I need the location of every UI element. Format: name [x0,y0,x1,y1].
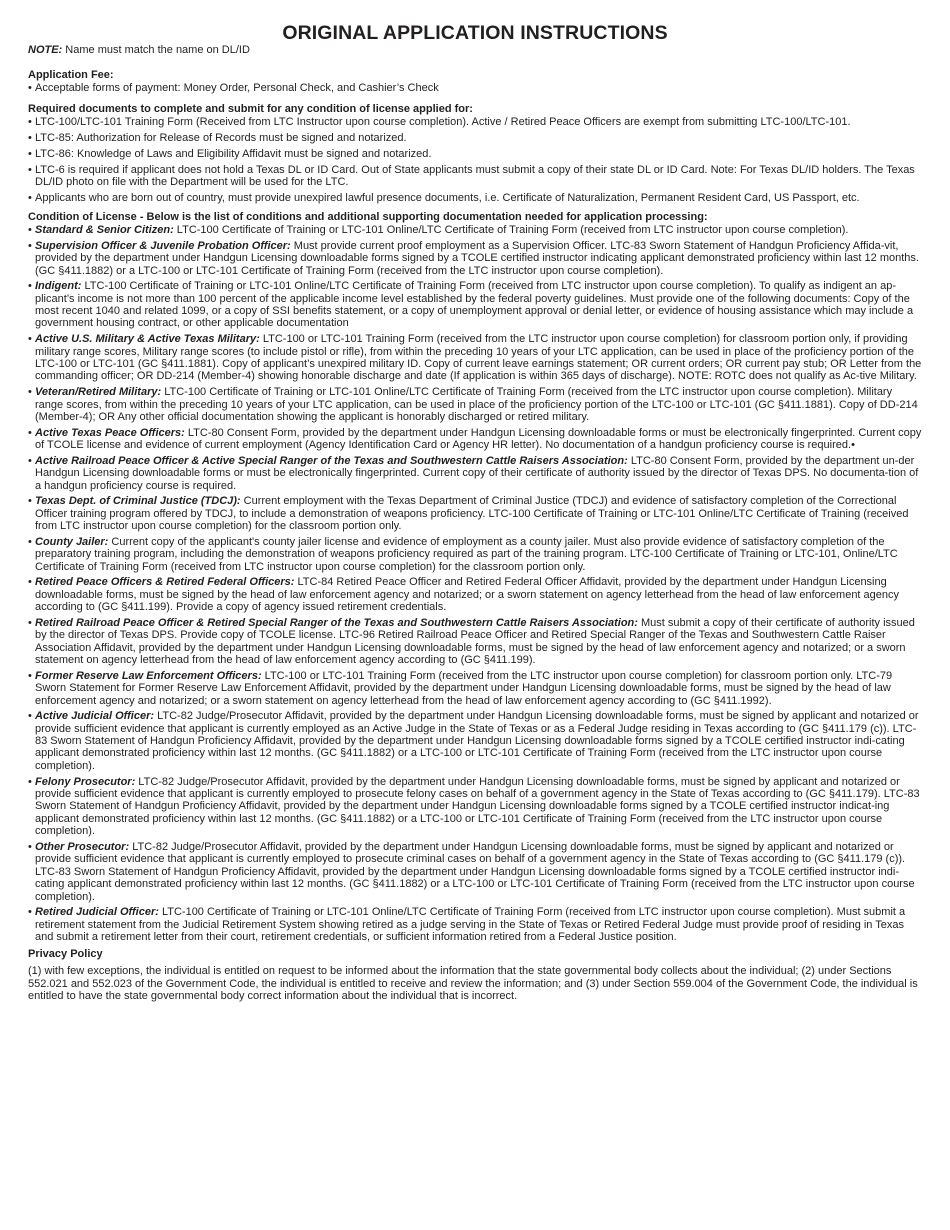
condition-text: LTC-100 Certificate of Training or LTC-101 Online/LTC Certificate of Training Form (received from LTC instructor upon course completion). [173,224,849,237]
required-item: • LTC-85: Authorization for Release of Records must be signed and notarized. [28,132,922,144]
condition-item [28,240,922,277]
condition-term: Active Railroad Peace Officer & Active Special Ranger of the Texas and Southwestern Cattle Raisers Association: [35,454,628,467]
fee-list [28,82,922,94]
condition-item [28,455,922,492]
condition-item [28,536,922,573]
condition-item [28,427,922,452]
condition-term: Active U.S. Military & Active Texas Military: [35,333,260,346]
required-item: • LTC-100/LTC-101 Training Form (Received from LTC Instructor upon course completion). Active / Retired Peace Officers are exempt from submitting LTC-100/LTC-101. [28,116,922,128]
condition-text: LTC-100 Certificate of Training or LTC-101 Online/LTC Certificate of Training Form (received from LTC instructor upon course completion). To qualify as indigent an ap-plicant’s income is not more than 100 percent of the applicable income level established by the federal poverty guidelines. Must provide one of the following documents: Copy of the most recent 1040 and related 1099, or a copy of SSI benefits statement, or a copy of unemployment approval or denial letter, or evidence of housing assistance which may include a government housing contract, or other applicable documentation [35,280,914,330]
condition-text: LTC-100 Certificate of Training or LTC-101 Online/LTC Certificate of Training Form (received from LTC instructor upon course completion). Must submit a retirement statement from the Judicial Retirement System showing retired as a judge serving in the State of Texas or Retired Federal Judge must provide proof of residing in Texas and submit a retirement letter from their court, retirement credentials, or sufficient information retired from a Federal Justice position. [35,906,906,944]
condition-item [28,841,922,903]
page-title: ORIGINAL APPLICATION INSTRUCTIONS [282,22,668,44]
condition-term: Former Reserve Law Enforcement Officers: [35,669,262,682]
fee-item: • Acceptable forms of payment: Money Order, Personal Check, and Cashier’s Check [28,82,922,94]
condition-term: Indigent: [35,280,82,293]
condition-text: LTC-82 Judge/Prosecutor Affidavit, provided by the department under Handgun Licensing downloadable forms, must be signed by applicant and notarized or provide sufficient evidence that applicant is currently employed to prosecute criminal cases on behalf of a government agency in the State of Texas according to (GC §411.179 (c)). LTC-83 Sworn Statement of Handgun Proficiency Affidavit, provided by the department under Handgun Licensing downloadable forms signed by a TCOLE certified instructor indi-cating applicant demonstrated proficiency within last 12 months. (GC §411.1882) or a LTC-100 or LTC-101 Certificate of Training Form (received from the LTC instructor upon course completion). [35,840,915,903]
condition-text: LTC-82 Judge/Prosecutor Affidavit, provided by the department under Handgun Licensing downloadable forms, must be signed by applicant and notarized or provide sufficient evidence that applicant is currently employed as an Active Judge in the State of Texas or as a Federal Judge residing in Texas according to (GC §411.179 (c)). LTC-83 Sworn Statement of Handgun Proficiency Affidavit, provided by the department under Handgun Licensing downloadable forms signed by a TCOLE certified instructor indi-cating applicant demonstrated proficiency within last 12 months. (GC §411.1882) or a LTC-100 or LTC-101 Certificate of Training Form (received from the LTC instructor upon course completion). [35,710,919,772]
condition-item [28,906,922,943]
condition-term: Active Texas Peace Officers: [35,426,185,439]
condition-term: Texas Dept. of Criminal Justice (TDCJ): [35,495,241,508]
application-fee-heading: Application Fee: [28,69,114,81]
condition-item [28,617,922,667]
condition-text: LTC-80 Consent Form, provided by the department un-der Handgun Licensing downloadable forms or must be electronically fingerprinted. Current copy of their certificate of authority issued by the director of Texas DPS. No documenta-tion of a handgun proficiency course is required. [35,454,919,492]
required-item: • Applicants who are born out of country, must provide unexpired lawful presence documents, i.e. Certificate of Naturalization, Permanent Resident Card, US Passport, etc. [28,192,922,204]
condition-text: LTC-100 or LTC-101 Training Form (received from the LTC instructor upon course completion) for classroom portion only. LTC-79 Sworn Statement for Former Reserve Law Enforcement Affidavit, provided by the department under Handgun Licensing downloadable forms, must be signed by the head of law enforcement agency and notarized; or a sworn statement on agency letterhead from the head of law enforcement agency according to (GC §411.1992). [35,669,893,707]
condition-item [28,495,922,532]
condition-item [28,386,922,423]
name-note [28,44,922,57]
condition-term: Supervision Officer & Juvenile Probation Officer: [35,239,291,252]
condition-item [28,280,922,330]
condition-text: Current employment with the Texas Department of Criminal Justice (TDCJ) and evidence of satisfactory completion of the Correctional Officer training program offered by TDCJ, to include a demonstration of weapons proficiency. LTC-100 Certificate of Training or LTC-101 Online/LTC Certificate of Training (received from LTC instructor upon course completion) for the classroom portion only. [35,495,909,533]
condition-text: Must provide current proof employment as a Supervision Officer. LTC-83 Sworn Statement of Handgun Proficiency Affida-vit, provided by the department under Handgun Licensing downloadable forms signed by a TCOLE certified instructor indicating applicant demonstrated proficiency within last 12 months. (GC §411.1882) or a LTC-100 or LTC-101 Certificate of Training Form (received from the LTC instructor upon course completion). [35,239,919,277]
condition-text: LTC-100 Certificate of Training or LTC-101 Online/LTC Certificate of Training Form (received from the LTC instructor upon course completion). Military range scores, from within the preceding 10 years of your LTC application, can be used in place of the proficiency portion of the LTC-100 or LTC-101 (GC §411.1881). Copy of DD-214 (Member-4); OR Any other official documentation showing the applicant is honorably discharged or retired military. [35,386,918,423]
condition-item [28,710,922,772]
condition-term: Other Prosecutor: [35,840,130,853]
required-documents-heading: Required documents to complete and submit for any condition of license applied for: [28,103,473,116]
privacy-policy-heading: Privacy Policy [28,948,103,961]
privacy-policy-text: (1) with few exceptions, the individual is entitled on request to be informed about the information that the state governmental body collects about the individual; (2) under Sections 552.021 and 552.023 of the Government Code, the individual is entitled to receive and review the information; and (3) under Section 559.004 of the Government Code, the individual is entitled to have the state governmental body correct information about the individual that is incorrect. [28,965,918,1003]
condition-text: Must submit a copy of their certificate of authority issued by the director of Texas DPS. Provide copy of TCOLE license. LTC-96 Retired Railroad Peace Officer and Retired Special Ranger of the Texas and Southwestern Cattle Raiser Association Affidavit, provided by the department under Handgun Licensing downloadable forms, must be signed by the head of law enforcement agency and notarized; or a sworn statement on agency letterhead from the head of law enforcement agency according to (GC §411.199). [35,616,915,666]
condition-text: LTC-82 Judge/Prosecutor Affidavit, provided by the department under Handgun Licensing downloadable forms, must be signed by applicant and notarized or provide sufficient evidence that applicant is currently employed to prosecute felony cases on behalf of a government agency in the State of Texas according to (GC §411.179). LTC-83 Sworn Statement of Handgun Proficiency Affidavit, provided by the department under Handgun Licensing downloadable forms signed by a TCOLE certified instructor indicat-ing applicant demonstrated proficiency within last 12 months. (GC §411.1882) or a LTC-100 or LTC-101 Certificate of Training Form (received from the LTC instructor upon course completion). [35,775,920,838]
condition-item [28,333,922,383]
required-item: • LTC-86: Knowledge of Laws and Eligibility Affidavit must be signed and notarized. [28,148,922,160]
condition-item [28,670,922,707]
required-item: • LTC-6 is required if applicant does not hold a Texas DL or ID Card. Out of State applicants must submit a copy of their state DL or ID Card. Note: For Texas DL/ID holders. The Texas DL/ID photo on file with the Department will be used for the LTC. [28,164,922,189]
condition-item [28,576,922,613]
note-label: NOTE: [28,44,63,56]
condition-text: LTC-100 or LTC-101 Training Form (received from the LTC instructor upon course completion) for classroom portion only, if providing military range scores, Military range scores (to include pistol or rifle), from within the preceding 10 years of your LTC application, can be used in place of the proficiency portion of the LTC-100 or LTC-101 (GC §411.1881). Copy of applicant’s unexpired military ID. Copy of current leave earnings statement; OR current orders; OR current pay stub; OR Letter from the commanding officer; OR DD-214 (Member-4) showing honorable discharge and date (If application is within 365 days of discharge). NOTE: ROTC does not qualify as Ac-tive Military. [35,333,922,383]
condition-term: Retired Peace Officers & Retired Federal Officers: [35,576,295,589]
condition-text: Current copy of the applicant's county jailer license and evidence of employment as a county jailer. Must also provide evidence of satisfactory completion of the preparatory training program, including the demonstration of weapons proficiency required as part of the training program. LTC-100 Certificate of Training or LTC-101, Online/LTC Certificate of Training Form (received from LTC instructor upon course completion) for the classroom portion only. [35,535,898,573]
required-documents-list [28,116,922,204]
condition-term: County Jailer: [35,535,109,548]
condition-text: LTC-84 Retired Peace Officer and Retired Federal Officer Affidavit, provided by the department under Handgun Licensing downloadable forms, must be signed by the head of law enforcement agency and notarized; or a sworn statement on agency letterhead from the head of law enforcement agency according to (GC §411.199). Provide a copy of agency issued retirement credentials. [35,576,900,614]
condition-term: Standard & Senior Citizen: [35,224,174,237]
condition-term: Active Judicial Officer: [35,710,155,723]
condition-item [28,776,922,838]
condition-term: Veteran/Retired Military: [35,386,162,399]
condition-term: Retired Judicial Officer: [35,906,159,919]
condition-term: Felony Prosecutor: [35,775,136,788]
condition-item [28,224,922,236]
conditions-list [28,224,922,943]
condition-text: LTC-80 Consent Form, provided by the department under Handgun Licensing downloadable forms or must be electronically fingerprinted. Current copy of TCOLE license and evidence of current employment (Agency Identification Card or Agency HR letter). No documentation of a handgun proficiency course is required.• [35,426,922,452]
note-text: Name must match the name on DL/ID [62,44,250,56]
conditions-heading: Condition of License - Below is the list of conditions and additional supporting documentation needed for application processing: [28,211,708,224]
condition-term: Retired Railroad Peace Officer & Retired Special Ranger of the Texas and Southwestern Cattle Raisers Association: [35,616,638,629]
